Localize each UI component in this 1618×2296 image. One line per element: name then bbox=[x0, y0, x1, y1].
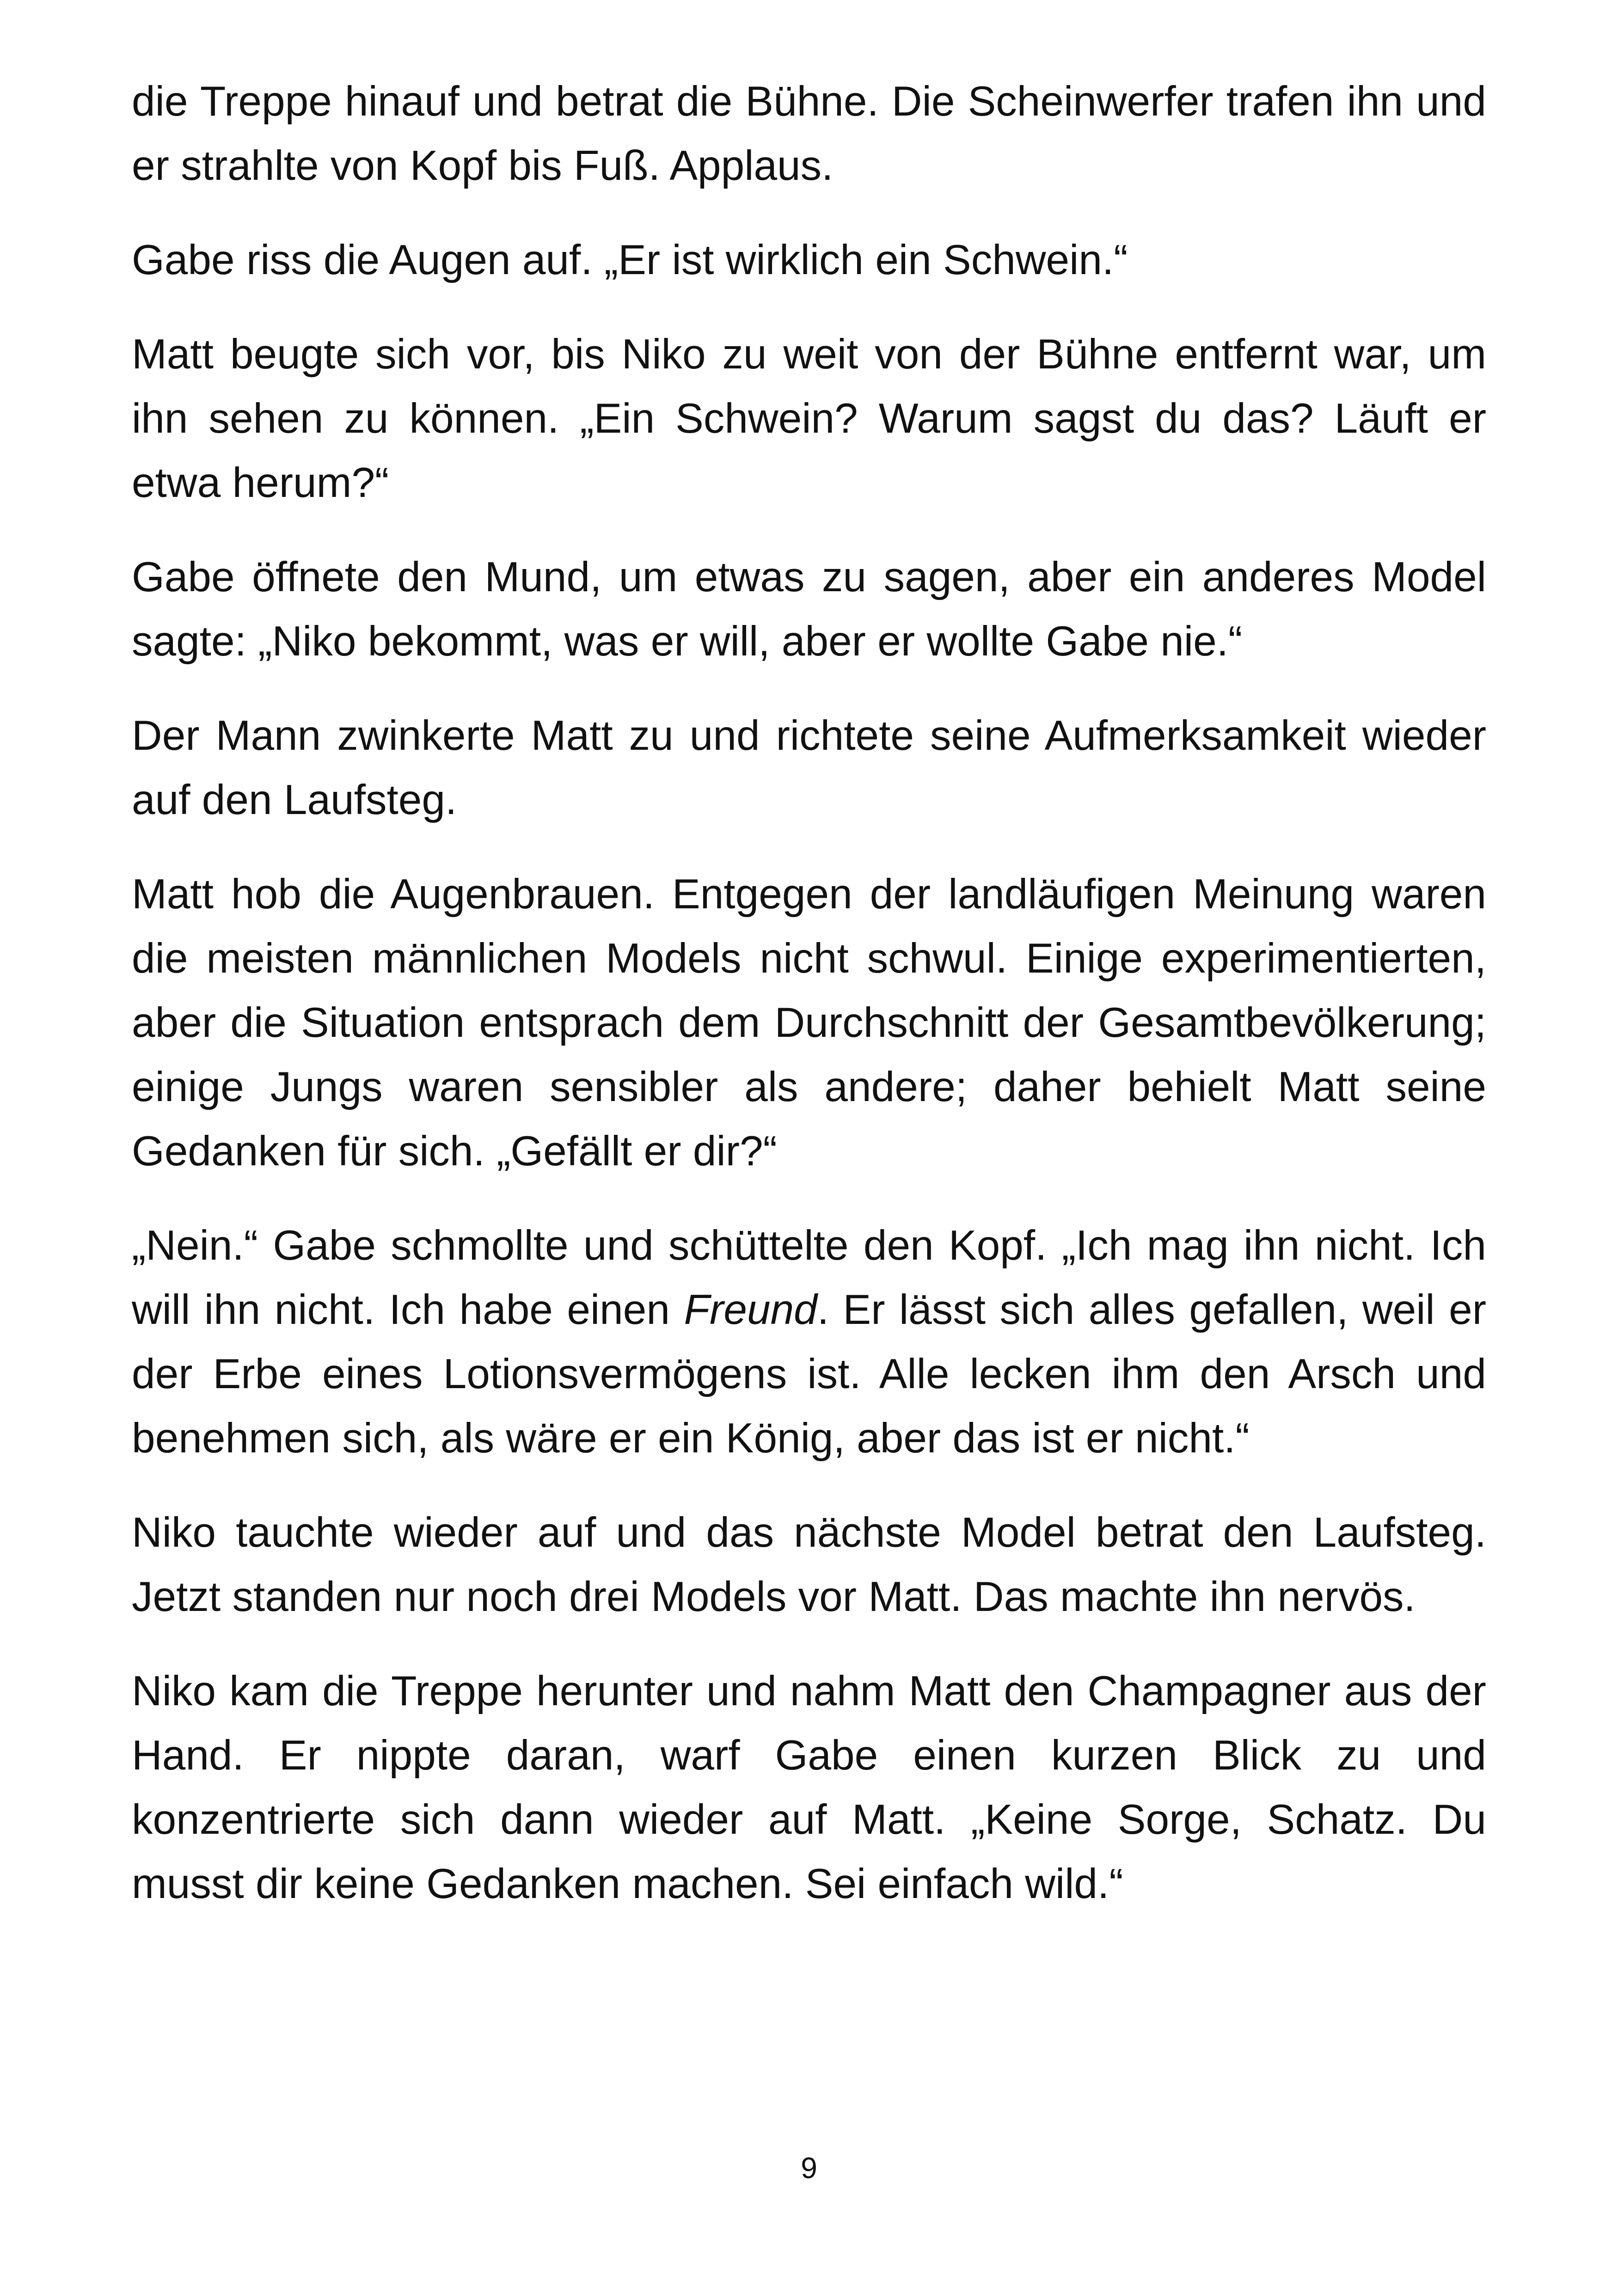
emphasized-word: Freund bbox=[684, 1286, 817, 1333]
paragraph-9: Niko kam die Treppe herunter und nahm Matt den Champagner aus der Hand. Er nippte daran, warf Gabe einen kurzen Blick zu und konzentrierte sich dann wieder auf Matt. „Keine Sorge, Schatz. Du musst dir keine Gedanken machen. Sei einfach wild.“ bbox=[132, 1668, 1486, 1907]
paragraph-6: Matt hob die Augenbrauen. Entgegen der landläufigen Meinung waren die meisten männlichen Models nicht schwul. Einige experimentierten, aber die Situation entsprach dem Durchschnitt der Gesamtbevölkerung; einige Jungs waren sensibler als andere; daher behielt Matt seine Gedanken für sich. „Gefällt er dir?“ bbox=[132, 871, 1486, 1175]
paragraph-4: Gabe öffnete den Mund, um etwas zu sagen, aber ein anderes Model sagte: „Niko bekommt, was er will, aber er wollte Gabe nie.“ bbox=[132, 554, 1486, 665]
paragraph-1: die Treppe hinauf und betrat die Bühne. Die Scheinwerfer trafen ihn und er strahlte von Kopf bis Fuß. Applaus. bbox=[132, 78, 1486, 189]
page-number: 9 bbox=[801, 2151, 817, 2185]
paragraph-5: Der Mann zwinkerte Matt zu und richtete seine Aufmerksamkeit wieder auf den Laufsteg. bbox=[132, 712, 1486, 823]
paragraph-2: Gabe riss die Augen auf. „Er ist wirklich ein Schwein.“ bbox=[132, 237, 1128, 283]
paragraph-7 bbox=[132, 1213, 1486, 1470]
body-text bbox=[132, 69, 1486, 1946]
paragraph-8: Niko tauchte wieder auf und das nächste Model betrat den Laufsteg. Jetzt standen nur noch drei Models vor Matt. Das machte ihn nervös. bbox=[132, 1509, 1486, 1620]
paragraph-3: Matt beugte sich vor, bis Niko zu weit von der Bühne entfernt war, um ihn sehen zu können. „Ein Schwein? Warum sagst du das? Läuft er etwa herum?“ bbox=[132, 331, 1486, 506]
paragraph-7-end: . Er lässt sich alles gefallen, weil er der Erbe eines Lotionsvermögens ist. Alle lecken ihm den Arsch und benehmen sich, als wäre er ein König, aber das ist er nicht.“ bbox=[132, 1286, 1486, 1462]
paragraph-7-start: „Nein.“ Gabe schmollte und schüttelte den Kopf. „Ich mag ihn nicht. Ich will ihn nicht. Ich habe einen bbox=[132, 1222, 1486, 1333]
